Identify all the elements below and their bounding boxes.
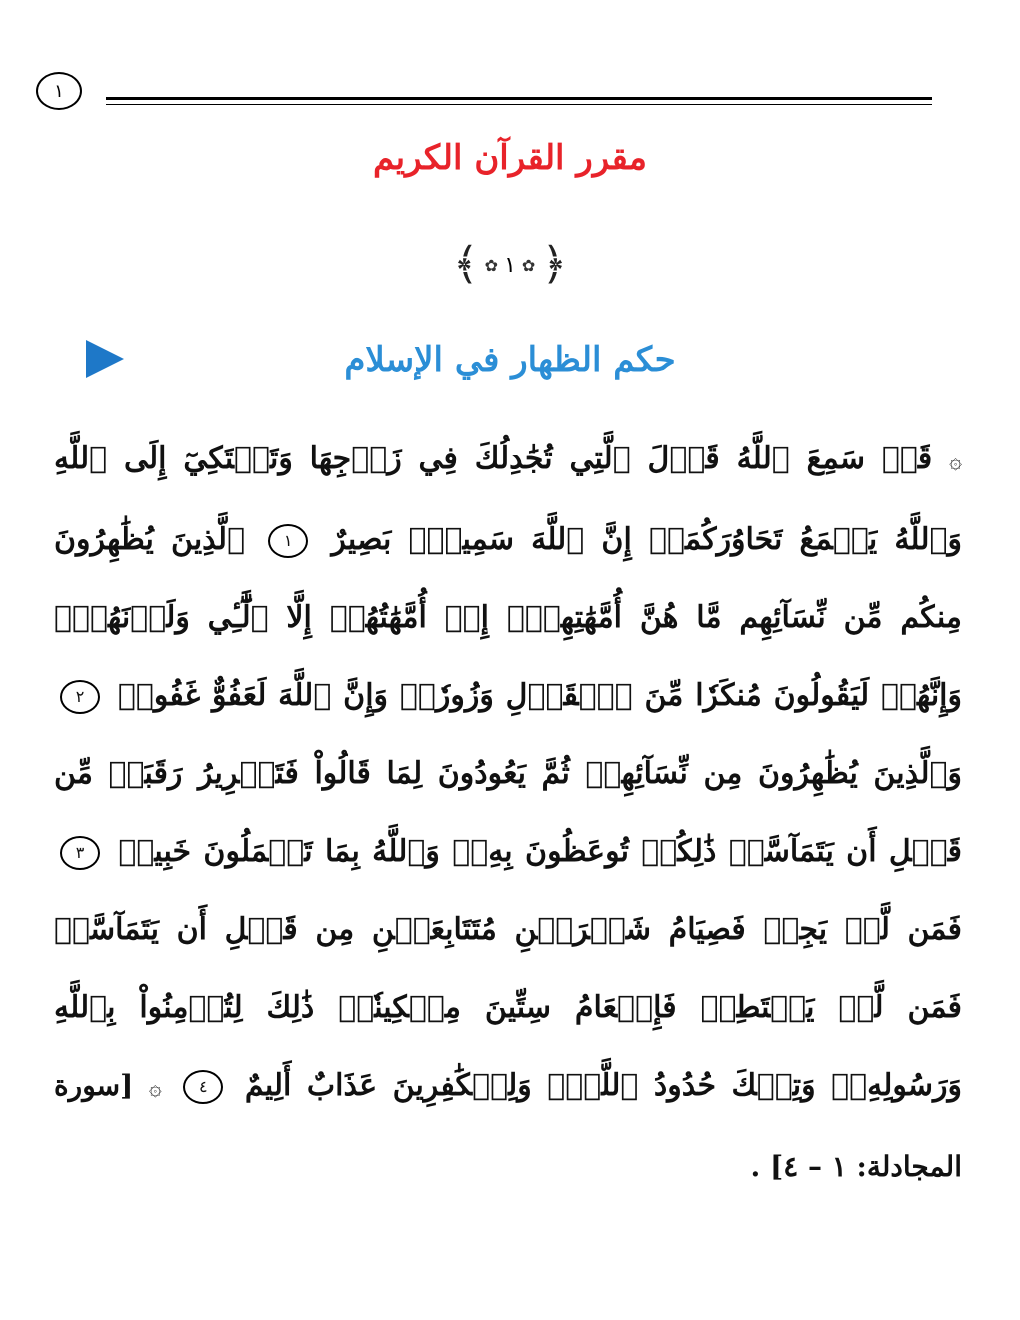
- ayah-number: ١: [268, 524, 308, 558]
- verse-text: قَدۡ سَمِعَ ٱللَّهُ قَوۡلَ ٱلَّتِي تُجَٰدِلُكَ فِي زَوۡجِهَا وَتَشۡتَكِيٓ إِلَى ٱللَّهِ وَٱللَّهُ يَسۡمَعُ تَحَاوُرَكُمَآۚ إِنَّ ٱللَّهَ سَمِيعُۢ بَصِيرٌ: [54, 441, 962, 557]
- course-title: مقرر القرآن الكريم: [373, 138, 647, 178]
- quran-passage: [54, 420, 962, 1206]
- ayah-number: ٤: [183, 1070, 223, 1104]
- page-number: [36, 72, 82, 110]
- lesson-number-marker: [452, 238, 568, 292]
- lesson-title: حكم الظهار في الإسلام: [344, 340, 676, 380]
- ornate-bracket-right-icon: ﴿: [541, 239, 568, 290]
- verse-text: فَمَن لَّمۡ يَجِدۡ فَصِيَامُ شَهۡرَيۡنِ مُتَتَابِعَيۡنِ مِن قَبۡلِ أَن يَتَمَآسَّاۖ فَمَن لَّمۡ يَسۡتَطِعۡ فَإِطۡعَامُ سِتِّينَ مِسۡكِينٗاۚ ذَٰلِكَ لِتُؤۡمِنُواْ بِٱللَّهِ وَرَسُولِهِۦۚ وَتِلۡكَ حُدُودُ ٱللَّهِۗ وَلِلۡكَٰفِرِينَ عَذَابٌ أَلِيمٌ: [54, 912, 962, 1103]
- verse-text: ٱلَّذِينَ يُظَٰهِرُونَ مِنكُم مِّن نِّسَآئِهِم مَّا هُنَّ أُمَّهَٰتِهِمۡۖ إِنۡ أُمَّهَٰتُهُمۡ إِلَّا ٱلَّٰٓـِٔي وَلَدۡنَهُمۡۚ وَإِنَّهُمۡ لَيَقُولُونَ مُنكَرٗا مِّنَ ٱلۡقَوۡلِ وَزُورٗاۚ وَإِنَّ ٱللَّهَ لَعَفُوٌّ غَفُورٞ: [54, 522, 962, 713]
- close-ornament-icon: ۞: [148, 1076, 162, 1101]
- ornate-bracket-left-icon: ﴾: [452, 239, 479, 290]
- page-number-text: ١: [54, 80, 64, 102]
- open-ornament-icon: ۞: [949, 449, 962, 474]
- header-rule: [106, 97, 932, 105]
- flower-ornament-icon: ✿: [484, 255, 499, 275]
- surah-citation: [سورة المجادلة: ١ – ٤] .: [54, 1069, 962, 1183]
- ayah-number: ٢: [60, 680, 100, 714]
- lesson-number: ١: [504, 252, 516, 278]
- verse-text: وَٱلَّذِينَ يُظَٰهِرُونَ مِن نِّسَآئِهِمۡ ثُمَّ يَعُودُونَ لِمَا قَالُواْ فَتَحۡرِيرُ رَقَبَةٖ مِّن قَبۡلِ أَن يَتَمَآسَّاۚ ذَٰلِكُمۡ تُوعَظُونَ بِهِۦۚ وَٱللَّهُ بِمَا تَعۡمَلُونَ خَبِيرٞ: [54, 756, 962, 869]
- ayah-number: ٣: [60, 836, 100, 870]
- flower-ornament-icon: ✿: [521, 255, 536, 275]
